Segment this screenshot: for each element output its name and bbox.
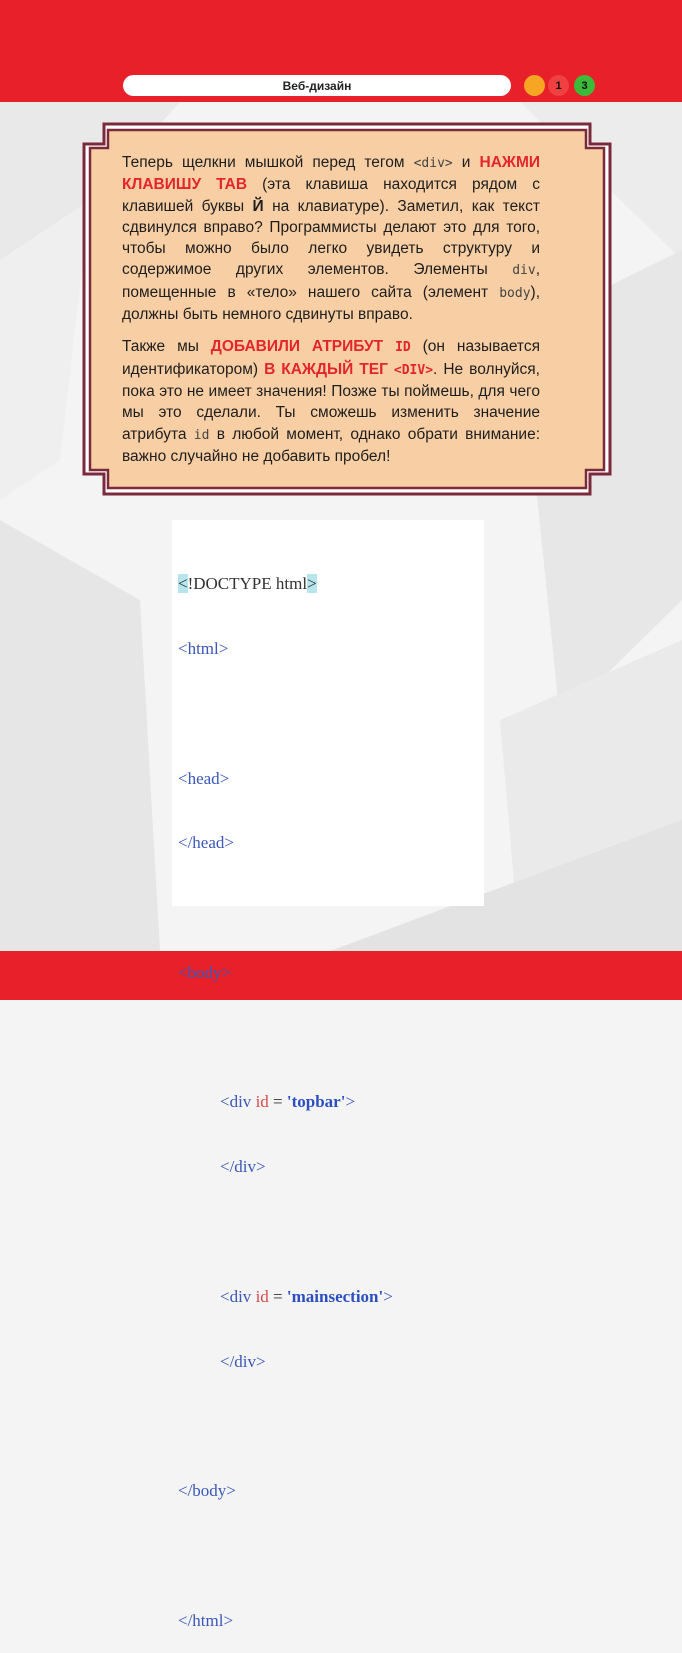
highlight-each-tag: В КАЖДЫЙ ТЕГ [264, 360, 394, 378]
code-line-html-close: </html> [178, 1610, 234, 1630]
level-badge-orange [524, 75, 545, 96]
level-badge-green: 3 [574, 75, 595, 96]
code-line-head-close: </head> [178, 833, 234, 853]
callout-paragraph-2: Также мы ДОБАВИЛИ АТРИБУТ ID (он называется идентификатором) В КАЖДЫЙ ТЕГ <DIV>. Не волнуйся, пока это не имеет значения! Позже ты поймешь, для чего мы это сделали. Ты сможешь изменить значение атрибута id в любой момент, однако обрати внимание: важно случайно не добавить пробел! [122, 338, 541, 465]
code-line-div-topbar-close: </div> [220, 1157, 266, 1177]
code-line-div-topbar: <div id = 'topbar'> [220, 1092, 356, 1112]
code-listing [178, 530, 393, 1653]
code-line-html-open: <html> [178, 638, 229, 658]
code-line-div-mainsection-close: </div> [220, 1351, 266, 1371]
highlight-press-tab: НАЖМИ КЛАВИШУ ТАВ [122, 154, 540, 194]
section-title: Веб-дизайн [123, 75, 511, 96]
code-line-doctype: <!DOCTYPE html> [178, 574, 317, 594]
code-line-head-open: <head> [178, 768, 230, 788]
callout-text [122, 152, 540, 478]
highlight-added-attribute: ДОБАВИЛИ АТРИБУТ [210, 338, 396, 356]
code-line-body-close: </body> [178, 1481, 236, 1501]
level-badge-red: 1 [548, 75, 569, 96]
code-line-body-open: <body> [178, 962, 232, 982]
code-line-div-mainsection: <div id = 'mainsection'> [220, 1286, 393, 1306]
callout-paragraph-1: Теперь щелкни мышкой перед тегом <div> и НАЖМИ КЛАВИШУ ТАВ (эта клавиша находится рядом с клавишей буквы Й на клавиатуре). Заметил, как текст сдвинулся вправо? Программисты делают это для того, чтобы можно было легко увидеть структуру и содержимое других элементов. Элементы div, помещенные в «тело» нашего сайта (элемент body), должны быть немного сдвинуты вправо. [122, 154, 540, 324]
